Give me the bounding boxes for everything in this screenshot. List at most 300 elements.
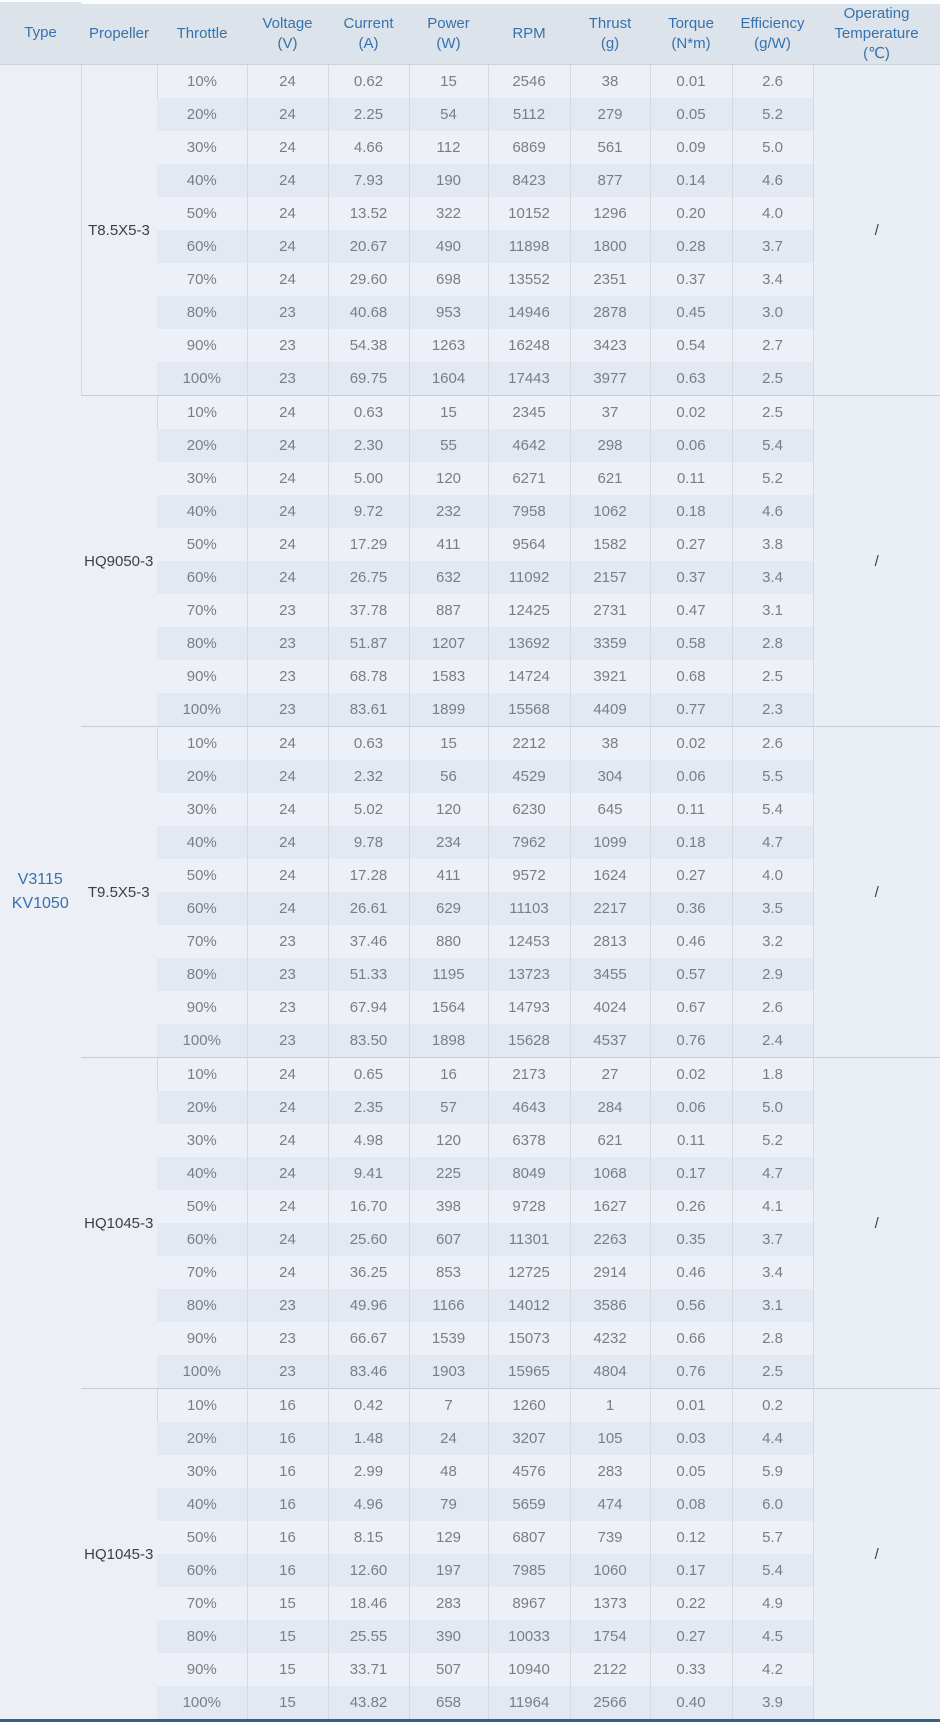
cell-throttle: 20% [157, 98, 247, 131]
cell-propeller: T9.5X5-3 [81, 727, 157, 1058]
cell-torque: 0.56 [650, 1289, 732, 1322]
cell-power: 129 [409, 1521, 488, 1554]
cell-thrust: 279 [570, 98, 650, 131]
cell-throttle: 70% [157, 1587, 247, 1620]
cell-power: 16 [409, 1058, 488, 1092]
cell-efficiency: 4.0 [732, 859, 813, 892]
table-row [0, 1058, 940, 1092]
cell-voltage: 16 [247, 1389, 328, 1423]
cell-current: 2.35 [328, 1091, 409, 1124]
cell-efficiency: 2.4 [732, 1024, 813, 1058]
cell-rpm: 13692 [488, 627, 570, 660]
cell-rpm: 6807 [488, 1521, 570, 1554]
header-label: Voltage [262, 15, 313, 32]
header-label: Power [427, 15, 470, 32]
cell-thrust: 2217 [570, 892, 650, 925]
cell-throttle: 50% [157, 859, 247, 892]
cell-power: 55 [409, 429, 488, 462]
cell-throttle: 30% [157, 131, 247, 164]
cell-rpm: 12453 [488, 925, 570, 958]
cell-thrust: 2914 [570, 1256, 650, 1289]
header-propeller [81, 2, 157, 65]
cell-current: 26.61 [328, 892, 409, 925]
cell-throttle: 20% [157, 1091, 247, 1124]
cell-voltage: 16 [247, 1455, 328, 1488]
cell-power: 322 [409, 197, 488, 230]
table-header [0, 2, 940, 65]
cell-voltage: 24 [247, 760, 328, 793]
cell-rpm: 8049 [488, 1157, 570, 1190]
cell-current: 43.82 [328, 1686, 409, 1721]
cell-efficiency: 2.6 [732, 727, 813, 761]
cell-rpm: 11301 [488, 1223, 570, 1256]
cell-throttle: 100% [157, 1024, 247, 1058]
cell-torque: 0.12 [650, 1521, 732, 1554]
header-rpm [488, 2, 570, 65]
cell-torque: 0.33 [650, 1653, 732, 1686]
cell-voltage: 24 [247, 396, 328, 430]
cell-voltage: 24 [247, 65, 328, 99]
cell-power: 232 [409, 495, 488, 528]
cell-torque: 0.35 [650, 1223, 732, 1256]
cell-throttle: 40% [157, 1157, 247, 1190]
cell-efficiency: 5.2 [732, 462, 813, 495]
cell-voltage: 15 [247, 1620, 328, 1653]
cell-voltage: 24 [247, 462, 328, 495]
cell-current: 5.00 [328, 462, 409, 495]
cell-torque: 0.20 [650, 197, 732, 230]
cell-thrust: 1060 [570, 1554, 650, 1587]
cell-thrust: 1062 [570, 495, 650, 528]
cell-rpm: 15628 [488, 1024, 570, 1058]
cell-power: 283 [409, 1587, 488, 1620]
cell-thrust: 1754 [570, 1620, 650, 1653]
cell-current: 33.71 [328, 1653, 409, 1686]
cell-throttle: 70% [157, 1256, 247, 1289]
cell-operating-temperature: / [813, 65, 940, 396]
cell-power: 112 [409, 131, 488, 164]
cell-voltage: 24 [247, 1190, 328, 1223]
cell-voltage: 23 [247, 958, 328, 991]
cell-current: 66.67 [328, 1322, 409, 1355]
cell-torque: 0.01 [650, 65, 732, 99]
cell-torque: 0.27 [650, 1620, 732, 1653]
cell-current: 67.94 [328, 991, 409, 1024]
cell-torque: 0.05 [650, 1455, 732, 1488]
header-unit: (℃) [863, 45, 890, 62]
cell-voltage: 15 [247, 1653, 328, 1686]
cell-current: 7.93 [328, 164, 409, 197]
cell-voltage: 23 [247, 627, 328, 660]
cell-rpm: 11103 [488, 892, 570, 925]
header-type [0, 2, 81, 65]
header-unit: (g) [600, 35, 620, 52]
cell-efficiency: 3.7 [732, 230, 813, 263]
cell-efficiency: 3.8 [732, 528, 813, 561]
cell-rpm: 8967 [488, 1587, 570, 1620]
cell-rpm: 1260 [488, 1389, 570, 1423]
cell-voltage: 23 [247, 594, 328, 627]
cell-power: 1539 [409, 1322, 488, 1355]
cell-thrust: 2878 [570, 296, 650, 329]
cell-rpm: 15965 [488, 1355, 570, 1389]
cell-torque: 0.54 [650, 329, 732, 362]
cell-thrust: 877 [570, 164, 650, 197]
cell-torque: 0.03 [650, 1422, 732, 1455]
cell-throttle: 90% [157, 1322, 247, 1355]
cell-voltage: 23 [247, 329, 328, 362]
cell-current: 2.32 [328, 760, 409, 793]
cell-efficiency: 2.6 [732, 991, 813, 1024]
cell-voltage: 24 [247, 98, 328, 131]
cell-power: 120 [409, 1124, 488, 1157]
cell-thrust: 2566 [570, 1686, 650, 1721]
cell-throttle: 80% [157, 1289, 247, 1322]
cell-efficiency: 2.8 [732, 1322, 813, 1355]
cell-efficiency: 3.9 [732, 1686, 813, 1721]
cell-efficiency: 4.6 [732, 164, 813, 197]
cell-torque: 0.17 [650, 1157, 732, 1190]
cell-rpm: 12725 [488, 1256, 570, 1289]
cell-power: 54 [409, 98, 488, 131]
type-line: KV1050 [11, 895, 69, 912]
cell-torque: 0.02 [650, 727, 732, 761]
cell-voltage: 24 [247, 859, 328, 892]
cell-efficiency: 2.6 [732, 65, 813, 99]
cell-thrust: 1800 [570, 230, 650, 263]
cell-rpm: 6869 [488, 131, 570, 164]
cell-power: 490 [409, 230, 488, 263]
header-operating-temperature [813, 2, 940, 65]
cell-efficiency: 3.4 [732, 1256, 813, 1289]
cell-efficiency: 2.5 [732, 660, 813, 693]
cell-efficiency: 5.2 [732, 98, 813, 131]
cell-torque: 0.22 [650, 1587, 732, 1620]
cell-current: 9.72 [328, 495, 409, 528]
cell-propeller: T8.5X5-3 [81, 65, 157, 396]
cell-throttle: 10% [157, 1389, 247, 1423]
cell-thrust: 2157 [570, 561, 650, 594]
cell-efficiency: 2.3 [732, 693, 813, 727]
cell-efficiency: 2.8 [732, 627, 813, 660]
cell-torque: 0.02 [650, 1058, 732, 1092]
cell-efficiency: 3.2 [732, 925, 813, 958]
header-unit: (g/W) [754, 35, 791, 52]
cell-thrust: 621 [570, 462, 650, 495]
cell-efficiency: 5.2 [732, 1124, 813, 1157]
table-row [0, 727, 940, 761]
cell-throttle: 30% [157, 462, 247, 495]
cell-power: 411 [409, 528, 488, 561]
cell-efficiency: 1.8 [732, 1058, 813, 1092]
cell-propeller: HQ1045-3 [81, 1389, 157, 1721]
cell-rpm: 4643 [488, 1091, 570, 1124]
cell-current: 13.52 [328, 197, 409, 230]
cell-voltage: 24 [247, 230, 328, 263]
cell-rpm: 13723 [488, 958, 570, 991]
cell-thrust: 3423 [570, 329, 650, 362]
cell-rpm: 6378 [488, 1124, 570, 1157]
cell-throttle: 50% [157, 197, 247, 230]
cell-efficiency: 4.6 [732, 495, 813, 528]
cell-current: 37.78 [328, 594, 409, 627]
cell-current: 25.55 [328, 1620, 409, 1653]
cell-thrust: 2731 [570, 594, 650, 627]
cell-voltage: 24 [247, 1256, 328, 1289]
cell-thrust: 1582 [570, 528, 650, 561]
cell-voltage: 24 [247, 164, 328, 197]
cell-torque: 0.58 [650, 627, 732, 660]
header-row [0, 2, 940, 65]
cell-torque: 0.68 [650, 660, 732, 693]
header-power [409, 2, 488, 65]
cell-power: 887 [409, 594, 488, 627]
cell-thrust: 621 [570, 1124, 650, 1157]
cell-current: 2.30 [328, 429, 409, 462]
cell-power: 197 [409, 1554, 488, 1587]
cell-current: 26.75 [328, 561, 409, 594]
cell-power: 79 [409, 1488, 488, 1521]
cell-voltage: 24 [247, 1157, 328, 1190]
cell-thrust: 38 [570, 65, 650, 99]
header-thrust [570, 2, 650, 65]
cell-throttle: 100% [157, 1355, 247, 1389]
cell-efficiency: 5.9 [732, 1455, 813, 1488]
cell-torque: 0.06 [650, 760, 732, 793]
cell-efficiency: 4.7 [732, 826, 813, 859]
cell-current: 0.62 [328, 65, 409, 99]
cell-efficiency: 4.2 [732, 1653, 813, 1686]
cell-throttle: 80% [157, 627, 247, 660]
header-label: Throttle [176, 25, 228, 42]
cell-rpm: 10033 [488, 1620, 570, 1653]
cell-torque: 0.01 [650, 1389, 732, 1423]
cell-efficiency: 4.1 [732, 1190, 813, 1223]
cell-power: 1564 [409, 991, 488, 1024]
cell-rpm: 2173 [488, 1058, 570, 1092]
cell-thrust: 4537 [570, 1024, 650, 1058]
cell-efficiency: 2.7 [732, 329, 813, 362]
cell-rpm: 13552 [488, 263, 570, 296]
cell-power: 1263 [409, 329, 488, 362]
cell-voltage: 23 [247, 1322, 328, 1355]
cell-torque: 0.63 [650, 362, 732, 396]
cell-thrust: 2122 [570, 1653, 650, 1686]
cell-thrust: 4804 [570, 1355, 650, 1389]
cell-current: 9.78 [328, 826, 409, 859]
cell-thrust: 3359 [570, 627, 650, 660]
cell-throttle: 90% [157, 991, 247, 1024]
cell-throttle: 30% [157, 793, 247, 826]
cell-efficiency: 4.5 [732, 1620, 813, 1653]
cell-throttle: 10% [157, 65, 247, 99]
cell-voltage: 23 [247, 693, 328, 727]
cell-current: 68.78 [328, 660, 409, 693]
cell-torque: 0.06 [650, 429, 732, 462]
cell-voltage: 23 [247, 1355, 328, 1389]
cell-thrust: 2351 [570, 263, 650, 296]
cell-thrust: 38 [570, 727, 650, 761]
cell-current: 4.96 [328, 1488, 409, 1521]
cell-rpm: 15073 [488, 1322, 570, 1355]
cell-current: 17.29 [328, 528, 409, 561]
cell-efficiency: 3.7 [732, 1223, 813, 1256]
header-label: Type [24, 24, 57, 41]
cell-efficiency: 2.5 [732, 1355, 813, 1389]
cell-torque: 0.18 [650, 495, 732, 528]
cell-thrust: 739 [570, 1521, 650, 1554]
cell-current: 20.67 [328, 230, 409, 263]
cell-thrust: 283 [570, 1455, 650, 1488]
cell-rpm: 3207 [488, 1422, 570, 1455]
cell-efficiency: 4.4 [732, 1422, 813, 1455]
cell-voltage: 24 [247, 1223, 328, 1256]
cell-thrust: 2263 [570, 1223, 650, 1256]
cell-efficiency: 3.1 [732, 1289, 813, 1322]
cell-power: 953 [409, 296, 488, 329]
cell-voltage: 24 [247, 1124, 328, 1157]
cell-throttle: 80% [157, 296, 247, 329]
cell-efficiency: 5.0 [732, 131, 813, 164]
cell-efficiency: 2.5 [732, 362, 813, 396]
cell-voltage: 16 [247, 1554, 328, 1587]
cell-torque: 0.28 [650, 230, 732, 263]
header-unit: (N*m) [671, 35, 711, 52]
cell-torque: 0.57 [650, 958, 732, 991]
cell-throttle: 10% [157, 727, 247, 761]
cell-current: 16.70 [328, 1190, 409, 1223]
cell-rpm: 7985 [488, 1554, 570, 1587]
cell-voltage: 23 [247, 660, 328, 693]
cell-current: 49.96 [328, 1289, 409, 1322]
header-label: Current [343, 15, 394, 32]
cell-throttle: 70% [157, 263, 247, 296]
cell-throttle: 70% [157, 925, 247, 958]
cell-torque: 0.45 [650, 296, 732, 329]
cell-power: 698 [409, 263, 488, 296]
cell-torque: 0.02 [650, 396, 732, 430]
cell-current: 1.48 [328, 1422, 409, 1455]
cell-current: 51.33 [328, 958, 409, 991]
cell-current: 5.02 [328, 793, 409, 826]
cell-thrust: 4409 [570, 693, 650, 727]
cell-voltage: 24 [247, 727, 328, 761]
cell-rpm: 4529 [488, 760, 570, 793]
cell-propeller: HQ9050-3 [81, 396, 157, 727]
cell-power: 411 [409, 859, 488, 892]
cell-rpm: 9564 [488, 528, 570, 561]
cell-rpm: 17443 [488, 362, 570, 396]
cell-voltage: 23 [247, 1024, 328, 1058]
cell-torque: 0.09 [650, 131, 732, 164]
cell-torque: 0.11 [650, 793, 732, 826]
cell-throttle: 20% [157, 429, 247, 462]
header-label: Operating Temperature [834, 5, 919, 42]
cell-rpm: 2546 [488, 65, 570, 99]
cell-rpm: 7958 [488, 495, 570, 528]
cell-rpm: 10940 [488, 1653, 570, 1686]
table-row [0, 65, 940, 99]
cell-rpm: 12425 [488, 594, 570, 627]
cell-voltage: 24 [247, 263, 328, 296]
cell-voltage: 24 [247, 1091, 328, 1124]
cell-throttle: 60% [157, 561, 247, 594]
cell-thrust: 298 [570, 429, 650, 462]
cell-current: 0.63 [328, 396, 409, 430]
cell-voltage: 16 [247, 1488, 328, 1521]
cell-efficiency: 5.4 [732, 429, 813, 462]
table-row [0, 396, 940, 430]
cell-current: 83.50 [328, 1024, 409, 1058]
cell-torque: 0.05 [650, 98, 732, 131]
header-label: Efficiency [740, 15, 805, 32]
cell-thrust: 105 [570, 1422, 650, 1455]
cell-torque: 0.77 [650, 693, 732, 727]
cell-rpm: 11964 [488, 1686, 570, 1721]
table-body [0, 65, 940, 1721]
cell-power: 1207 [409, 627, 488, 660]
cell-power: 225 [409, 1157, 488, 1190]
cell-voltage: 23 [247, 991, 328, 1024]
cell-torque: 0.76 [650, 1355, 732, 1389]
cell-torque: 0.67 [650, 991, 732, 1024]
cell-throttle: 50% [157, 1521, 247, 1554]
cell-voltage: 23 [247, 362, 328, 396]
cell-current: 40.68 [328, 296, 409, 329]
cell-voltage: 24 [247, 429, 328, 462]
cell-rpm: 4642 [488, 429, 570, 462]
cell-rpm: 14793 [488, 991, 570, 1024]
cell-torque: 0.47 [650, 594, 732, 627]
cell-voltage: 24 [247, 892, 328, 925]
cell-torque: 0.66 [650, 1322, 732, 1355]
cell-power: 1166 [409, 1289, 488, 1322]
cell-current: 4.98 [328, 1124, 409, 1157]
cell-power: 15 [409, 65, 488, 99]
cell-thrust: 561 [570, 131, 650, 164]
cell-thrust: 1373 [570, 1587, 650, 1620]
cell-power: 48 [409, 1455, 488, 1488]
cell-power: 853 [409, 1256, 488, 1289]
type-line: V3115 [17, 871, 63, 888]
cell-throttle: 100% [157, 362, 247, 396]
cell-throttle: 90% [157, 329, 247, 362]
cell-rpm: 11898 [488, 230, 570, 263]
cell-torque: 0.11 [650, 1124, 732, 1157]
cell-rpm: 14946 [488, 296, 570, 329]
cell-thrust: 4024 [570, 991, 650, 1024]
cell-torque: 0.37 [650, 263, 732, 296]
cell-current: 83.61 [328, 693, 409, 727]
cell-throttle: 20% [157, 760, 247, 793]
cell-throttle: 80% [157, 958, 247, 991]
cell-throttle: 10% [157, 396, 247, 430]
cell-power: 190 [409, 164, 488, 197]
cell-throttle: 40% [157, 164, 247, 197]
cell-rpm: 8423 [488, 164, 570, 197]
header-label: Thrust [588, 15, 632, 32]
cell-torque: 0.27 [650, 528, 732, 561]
cell-thrust: 1624 [570, 859, 650, 892]
cell-torque: 0.06 [650, 1091, 732, 1124]
cell-throttle: 60% [157, 1223, 247, 1256]
cell-thrust: 1 [570, 1389, 650, 1423]
cell-rpm: 9572 [488, 859, 570, 892]
cell-rpm: 14012 [488, 1289, 570, 1322]
cell-power: 398 [409, 1190, 488, 1223]
cell-torque: 0.18 [650, 826, 732, 859]
cell-throttle: 60% [157, 230, 247, 263]
